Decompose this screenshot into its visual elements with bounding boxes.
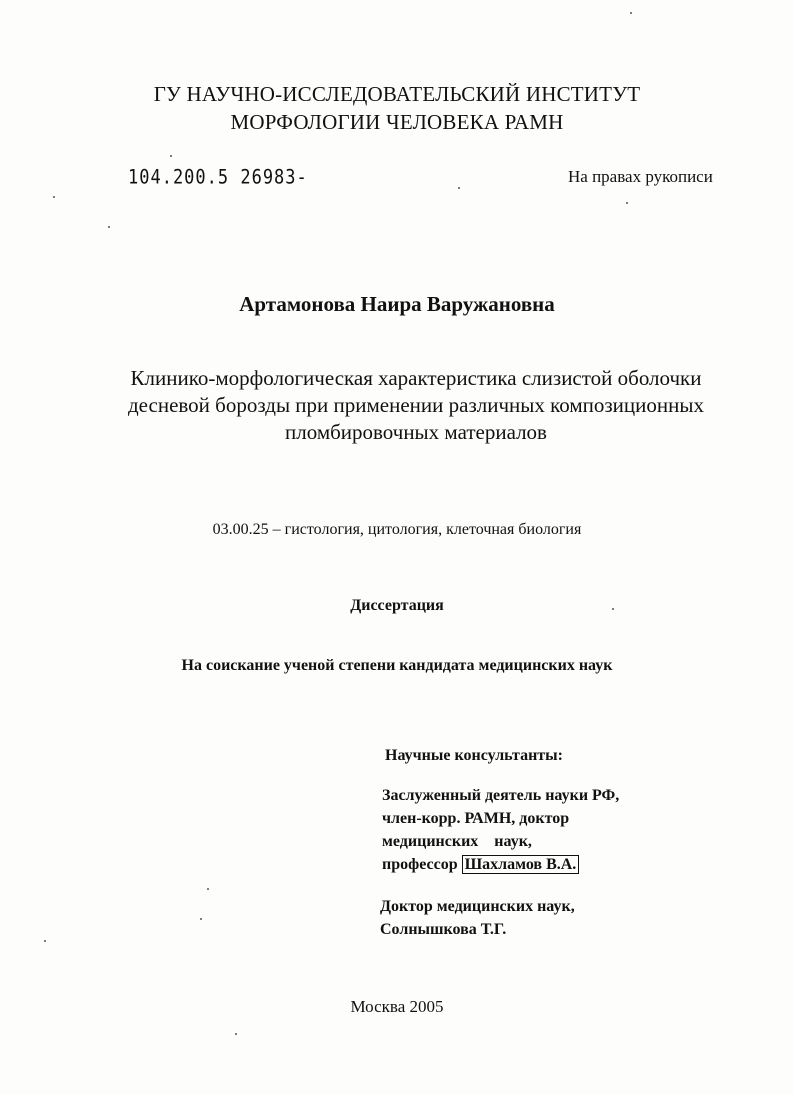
registration-number: 104.200.5 26983-: [128, 166, 308, 189]
scan-speck: [458, 187, 460, 189]
title-line-2: десневой борозды при применении различных композиционных: [127, 393, 704, 417]
author-name: Артамонова Наира Варужановна: [239, 292, 555, 316]
scan-speck: [612, 608, 614, 610]
scan-speck: [170, 155, 172, 157]
scan-speck: [630, 12, 632, 14]
title-line-3: пломбировочных материалов: [285, 420, 547, 444]
institute-line-2: МОРФОЛОГИИ ЧЕЛОВЕКА РАМН: [230, 110, 564, 134]
consultant-second-line-2: Солнышкова Т.Г.: [380, 921, 507, 938]
specialty-code: 03.00.25 – гистология, цитология, клеточная биология: [212, 521, 582, 538]
scan-speck: [235, 1033, 237, 1035]
consultants-heading: Научные консультанты:: [385, 747, 563, 764]
scan-speck: [207, 888, 209, 890]
scan-speck: [44, 940, 46, 942]
consultant-first-title: профессор: [382, 856, 458, 873]
consultant-second-line-1: Доктор медицинских наук,: [380, 898, 575, 915]
consultant-second: [380, 895, 575, 941]
scan-speck: [108, 226, 110, 228]
consultant-first-line-3: медицинских наук,: [382, 833, 532, 850]
title-line-1: Клинико-морфологическая характеристика слизистой оболочки: [130, 366, 702, 390]
degree-statement: На соискание ученой степени кандидата медицинских наук: [181, 657, 613, 674]
dissertation-title: [100, 365, 732, 446]
scan-speck: [626, 202, 628, 204]
consultant-first-line-4: [382, 853, 619, 876]
consultant-first: [382, 784, 619, 876]
document-type: Диссертация: [350, 597, 444, 614]
scan-speck: [53, 196, 55, 198]
consultant-first-line-2: член-корр. РАМН, доктор: [382, 810, 570, 827]
consultant-first-name: Шахламов В.А.: [462, 855, 580, 874]
institute-line-1: ГУ НАУЧНО-ИССЛЕДОВАТЕЛЬСКИЙ ИНСТИТУТ: [153, 82, 641, 106]
consultant-first-line-1: Заслуженный деятель науки РФ,: [382, 787, 620, 804]
institute-name: [0, 80, 794, 136]
manuscript-rights: На правах рукописи: [568, 167, 713, 186]
scan-speck: [200, 918, 202, 920]
city-year: Москва 2005: [350, 997, 444, 1016]
